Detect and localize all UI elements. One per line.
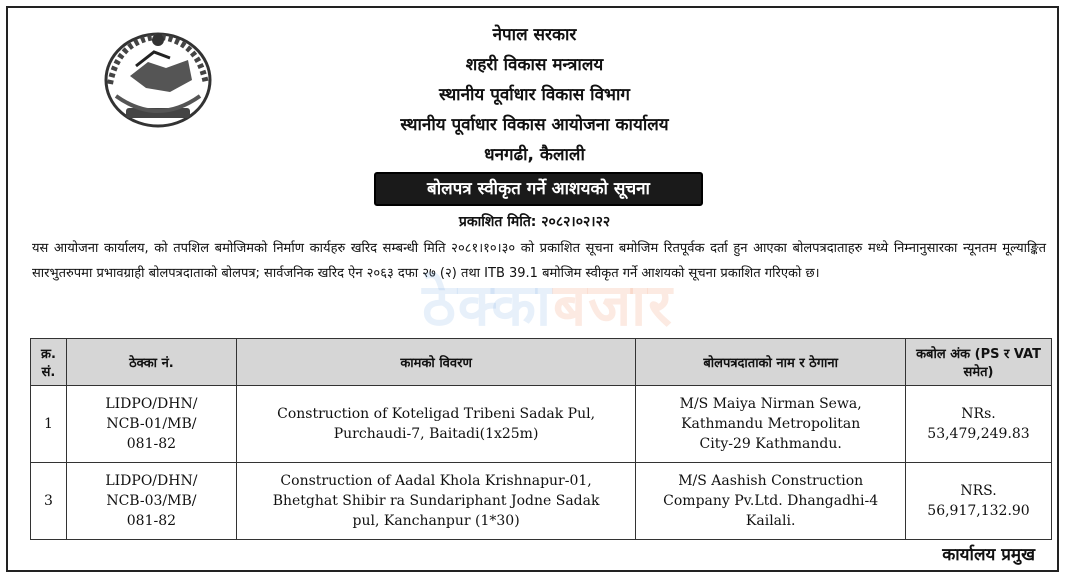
- amount-value: 53,479,249.83: [927, 426, 1030, 442]
- contract-no-line: NCB-01/MB/: [106, 416, 197, 432]
- watermark-part1: ठेक्का: [422, 271, 553, 339]
- table-row: [31, 463, 1052, 540]
- work-line: pul, Kanchanpur (1*30): [352, 513, 520, 529]
- bidder-line: Company Pv.Ltd. Dhangadhi-4: [663, 493, 879, 509]
- notice-body-text: यस आयोजना कार्यालय, को तपशिल बमोजिमको निर्माण कार्यहरु खरिद सम्बन्धी मिति २०८१।१०।३० को प्रकाशित सूचना बमोजिम रितपूर्वक दर्ता हुन आएका बोलपत्रदाताहरु मध्ये निम्नानुसारका न्यूनतम मूल्याङ्कित सारभुतरुपमा प्रभावग्राही बोलपत्रदाताको बोलपत्र; सार्वजनिक खरिद ऐन २०६३ दफा २७ (२) तथा ITB 39.1 बमोजिम स्वीकृत गर्ने आशयको सूचना प्रकाशित गरिएको छ।: [32, 241, 1046, 281]
- cell-work: [236, 386, 635, 463]
- award-table: [30, 338, 1052, 540]
- publish-date: प्रकाशित मिति: २०८२।०२।२२: [458, 214, 611, 230]
- cell-contract-no: [66, 386, 236, 463]
- header-department: स्थानीय पूर्वाधार विकास विभाग: [439, 85, 630, 105]
- work-line: Bhetghat Shibir ra Sundariphant Jodne Sadak: [272, 493, 600, 509]
- header-contract-no: ठेक्का नं.: [66, 339, 236, 386]
- contract-no-line: LIDPO/DHN/: [105, 473, 198, 489]
- header-office: स्थानीय पूर्वाधार विकास आयोजना कार्यालय: [400, 115, 669, 135]
- notice-header: [8, 20, 1061, 170]
- header-sn: क्र. सं.: [31, 339, 67, 386]
- contract-no-line: 081-82: [126, 436, 177, 452]
- notice-frame: [6, 6, 1059, 572]
- work-line: Construction of Aadal Khola Krishnapur-01,: [280, 473, 592, 489]
- header-amount: कबोल अंक (PS र VAT समेत): [906, 339, 1052, 386]
- amount-value: 56,917,132.90: [927, 503, 1030, 519]
- table-header-row: [31, 339, 1052, 386]
- contract-no-line: NCB-03/MB/: [106, 493, 197, 509]
- bidder-line: M/S Aashish Construction: [678, 473, 864, 489]
- cell-sn: 1: [31, 386, 67, 463]
- work-line: Purchaudi-7, Baitadi(1x25m): [333, 426, 539, 442]
- notice-title: बोलपत्र स्वीकृत गर्ने आशयको सूचना: [374, 172, 703, 206]
- bidder-line: Kailali.: [745, 513, 796, 529]
- signature-office-chief: कार्यालय प्रमुख: [942, 545, 1035, 565]
- amount-currency: NRs.: [961, 406, 996, 422]
- bidder-line: M/S Maiya Nirman Sewa,: [679, 396, 862, 412]
- cell-bidder: [636, 463, 906, 540]
- cell-sn: 3: [31, 463, 67, 540]
- bidder-line: City-29 Kathmandu.: [699, 436, 842, 452]
- header-work: कामको विवरण: [236, 339, 635, 386]
- cell-bidder: [636, 386, 906, 463]
- header-bidder: बोलपत्रदाताको नाम र ठेगाना: [636, 339, 906, 386]
- cell-contract-no: [66, 463, 236, 540]
- cell-amount: [906, 386, 1052, 463]
- header-government: नेपाल सरकार: [492, 25, 577, 45]
- cell-amount: [906, 463, 1052, 540]
- bidder-line: Kathmandu Metropolitan: [681, 416, 861, 432]
- header-location: धनगढी, कैलाली: [484, 145, 585, 165]
- cell-work: [236, 463, 635, 540]
- watermark: [328, 270, 768, 340]
- contract-no-line: LIDPO/DHN/: [105, 396, 198, 412]
- work-line: Construction of Koteligad Tribeni Sadak Pul,: [277, 406, 596, 422]
- table-row: [31, 386, 1052, 463]
- amount-currency: NRS.: [960, 483, 997, 499]
- header-ministry: शहरी विकास मन्त्रालय: [465, 55, 604, 75]
- watermark-part2: बजार: [552, 271, 674, 339]
- contract-no-line: 081-82: [126, 513, 177, 529]
